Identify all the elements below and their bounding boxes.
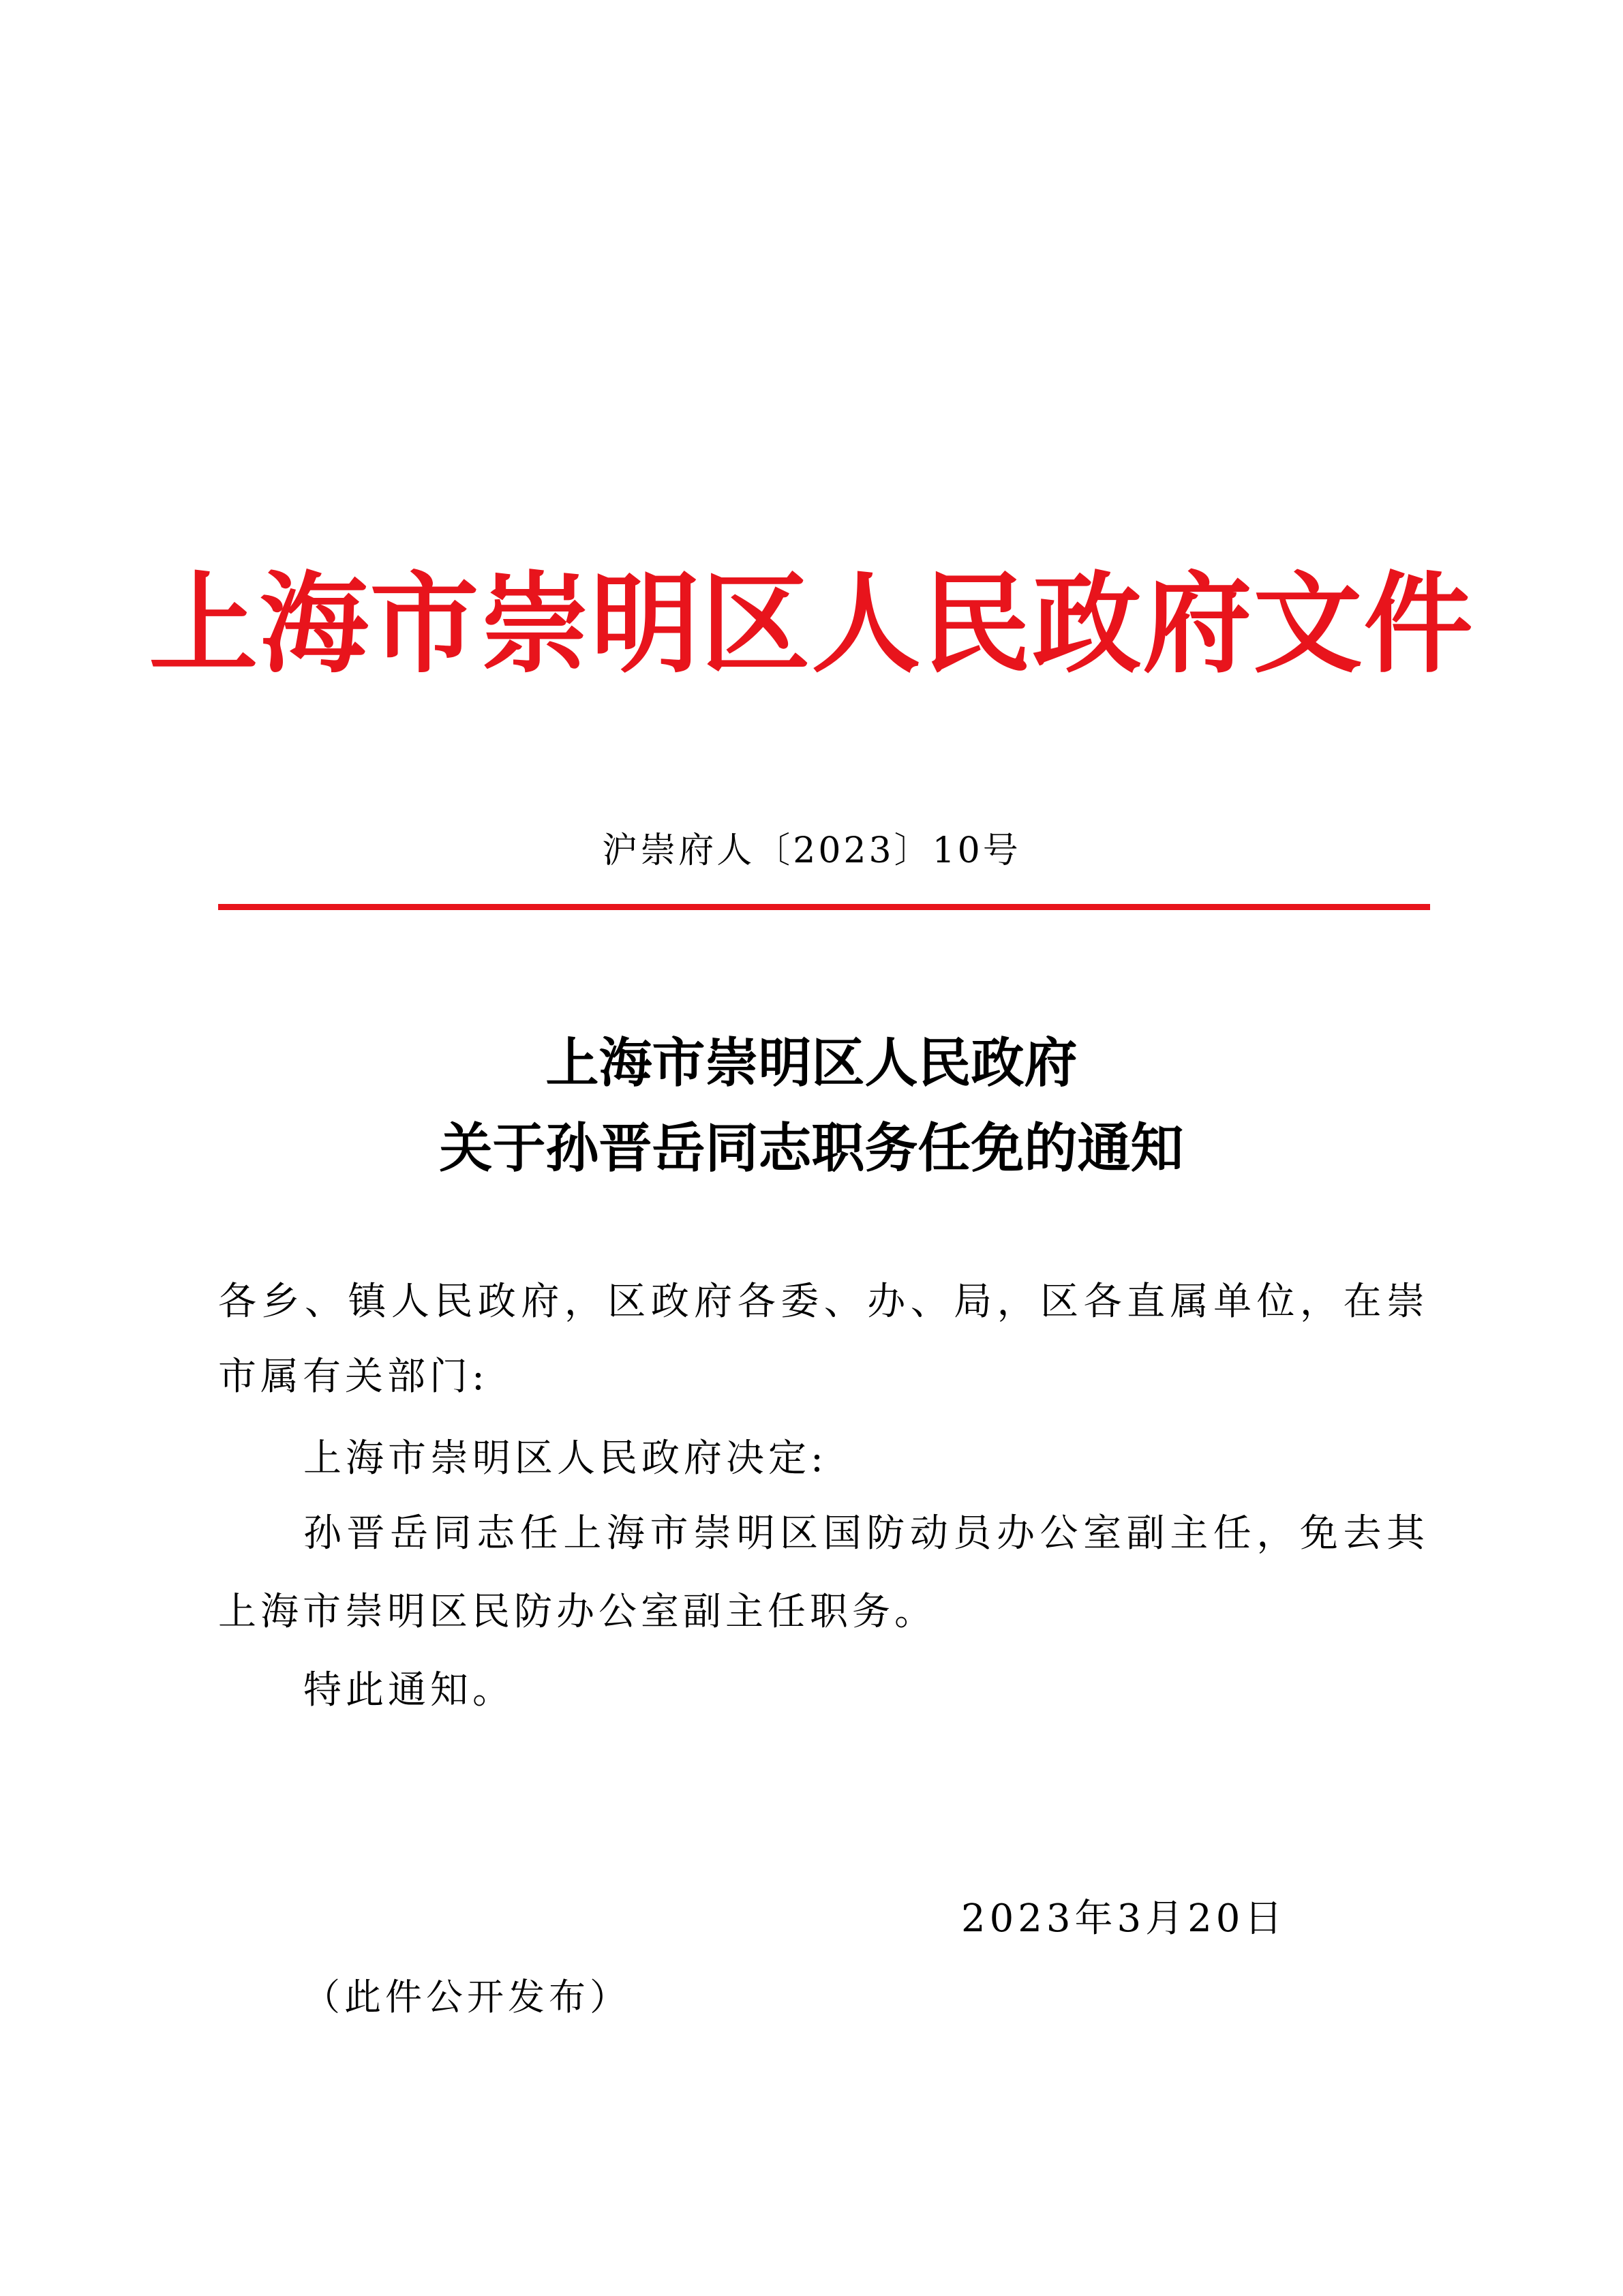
document-number: 沪崇府人〔2023〕10号: [602, 830, 1021, 871]
publication-note: （此件公开发布）: [303, 1976, 631, 2019]
addressee-line-2: 市属有关部门:: [218, 1355, 489, 1399]
red-separator-line: [218, 904, 1430, 910]
issue-date: 2023年3月20日: [961, 1897, 1287, 1941]
addressee-line-1: 各乡、镇人民政府，区政府各委、办、局，区各直属单位，在崇: [218, 1280, 1425, 1324]
appointment-paragraph-line-1: 孙晋岳同志任上海市崇明区国防动员办公室副主任，免去其: [303, 1511, 1425, 1556]
notice-title-line-1: 上海市崇明区人民政府: [545, 1032, 1078, 1094]
document-masthead: 上海市崇明区人民政府文件: [149, 560, 1474, 688]
closing-line: 特此通知。: [303, 1668, 515, 1712]
notice-title-line-2: 关于孙晋岳同志职务任免的通知: [439, 1117, 1184, 1179]
appointment-paragraph-line-2: 上海市崇明区民防办公室副主任职务。: [218, 1590, 937, 1634]
decision-paragraph: 上海市崇明区人民政府决定:: [303, 1436, 828, 1481]
